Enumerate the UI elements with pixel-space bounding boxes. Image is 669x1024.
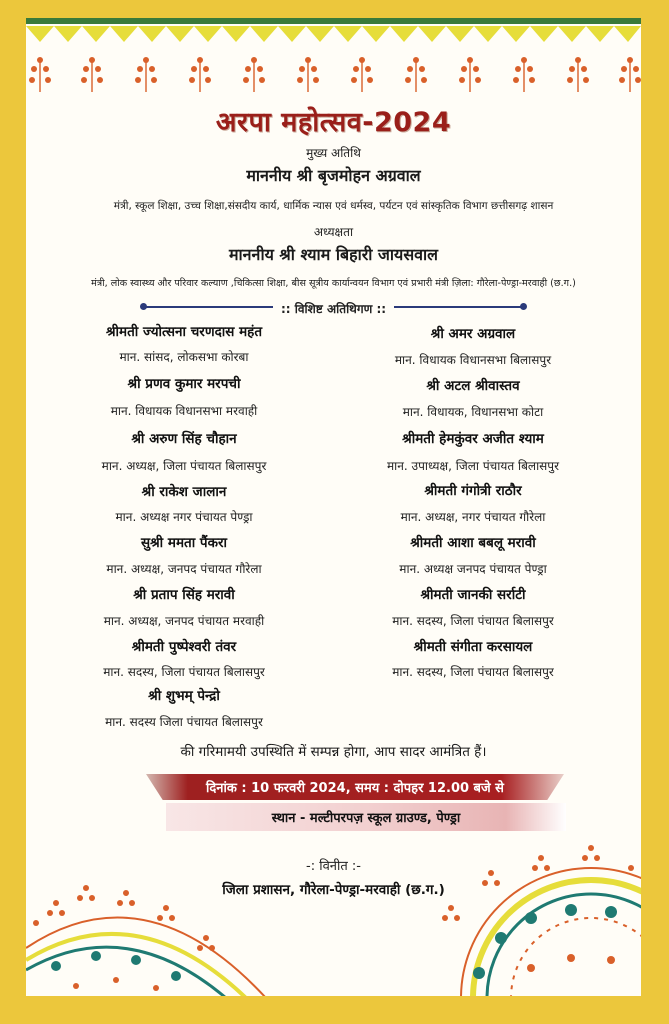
guests-heading: :: विशिष्ट अतिथिगण :: — [273, 302, 394, 316]
guest-designation: मान. अध्यक्ष नगर पंचायत पेण्ड्रा — [115, 510, 253, 524]
guest-name: श्रीमती हेमकुंवर अजीत श्याम — [402, 431, 544, 447]
guest-designation: मान. विधायक विधानसभा मरवाही — [110, 404, 258, 418]
guests-heading-row — [26, 298, 641, 316]
invitation-body — [26, 18, 641, 996]
guest-designation: मान. उपाध्यक्ष, जिला पंचायत बिलासपुर — [386, 459, 560, 473]
venue: स्थान - मल्टीपरपज़ स्कूल ग्राउण्ड, पेण्ड्रा — [271, 811, 461, 826]
divider-line-right — [391, 306, 521, 308]
guest-designation: मान. अध्यक्ष, जिला पंचायत बिलासपुर — [101, 459, 267, 473]
guest-name: सुश्री ममता पैंकरा — [141, 535, 227, 551]
guest-designation: मान. विधायक, विधानसभा कोटा — [402, 405, 544, 419]
guest-designation: मान. विधायक विधानसभा बिलासपुर — [394, 353, 552, 367]
guest-name: श्री अरुण सिंह चौहान — [131, 431, 237, 447]
guest-name: श्रीमती जानकी सर्राटी — [420, 587, 526, 603]
guest-designation: मान. अध्यक्ष, जनपद पंचायत मरवाही — [103, 614, 265, 628]
presiding-name: माननीय श्री श्याम बिहारी जायसवाल — [228, 245, 439, 264]
divider-line-left — [146, 306, 276, 308]
guest-designation: मान. अध्यक्ष, जनपद पंचायत गौरेला — [106, 562, 262, 576]
guest-designation: मान. सदस्य जिला पंचायत बिलासपुर — [105, 715, 263, 729]
guest-name: श्रीमती गंगोत्री राठौर — [424, 483, 522, 499]
guest-name: श्री प्रणव कुमार मरपची — [127, 376, 241, 392]
issuer: जिला प्रशासन, गौरेला-पेण्ड्रा-मरवाही (छ.ग.) — [222, 882, 445, 898]
presiding-label: अध्यक्षता — [313, 225, 354, 239]
top-border-motif — [26, 18, 641, 108]
guest-designation: मान. सदस्य, जिला पंचायत बिलासपुर — [392, 614, 554, 628]
guest-name: श्रीमती पुष्पेश्वरी तंवर — [131, 639, 237, 655]
guest-designation: मान. अध्यक्ष, नगर पंचायत गौरेला — [400, 510, 546, 524]
chief-guest-name: माननीय श्री बृजमोहन अग्रवाल — [246, 166, 421, 185]
guest-name: श्री शुभम् पेन्द्रो — [148, 688, 220, 704]
guest-designation: मान. सांसद, लोकसभा कोरबा — [119, 350, 249, 364]
guest-designation: मान. सदस्य, जिला पंचायत बिलासपुर — [103, 665, 265, 679]
chief-guest-designation: मंत्री, स्कूल शिक्षा, उच्च शिक्षा,संसदीय कार्य, धार्मिक न्यास एवं धर्मस्व, पर्यटन एवं सांस्कृतिक विभाग छत्तीसगढ़ शासन — [113, 200, 554, 212]
guest-name: श्रीमती आशा बबलू मरावी — [410, 535, 536, 551]
guest-name: श्रीमती संगीता करसायल — [413, 639, 533, 655]
guest-name: श्री अमर अग्रवाल — [430, 326, 516, 342]
vinit-label: -: विनीत :- — [306, 859, 361, 874]
chief-guest-label: मुख्य अतिथि — [306, 146, 361, 160]
guest-designation: मान. सदस्य, जिला पंचायत बिलासपुर — [392, 665, 554, 679]
guest-designation: मान. अध्यक्ष जनपद पंचायत पेण्ड्रा — [399, 562, 547, 576]
guest-name: श्री राकेश जालान — [141, 484, 227, 500]
presiding-designation: मंत्री, लोक स्वास्थ्य और परिवार कल्याण ,चिकित्सा शिक्षा, बीस सूत्रीय कार्यान्वयन विभाग एवं प्रभारी मंत्री ज़िला: गौरेला-पेण्ड्रा-मरवाही (छ.ग.) — [91, 278, 576, 289]
guest-name: श्रीमती ज्योत्सना चरणदास महंत — [105, 324, 263, 340]
divider-dot-right — [520, 303, 527, 310]
closing-line: की गरिमामयी उपस्थिति में सम्पन्न होगा, आप सादर आमंत्रित हैं। — [180, 744, 487, 760]
guest-name: श्री प्रताप सिंह मरावी — [133, 587, 235, 603]
guest-name: श्री अटल श्रीवास्तव — [426, 378, 520, 394]
date-time: दिनांक : 10 फरवरी 2024, समय : दोपहर 12.00 बजे से — [206, 781, 504, 796]
event-title: अरपा महोत्सव-2024 — [215, 107, 452, 138]
